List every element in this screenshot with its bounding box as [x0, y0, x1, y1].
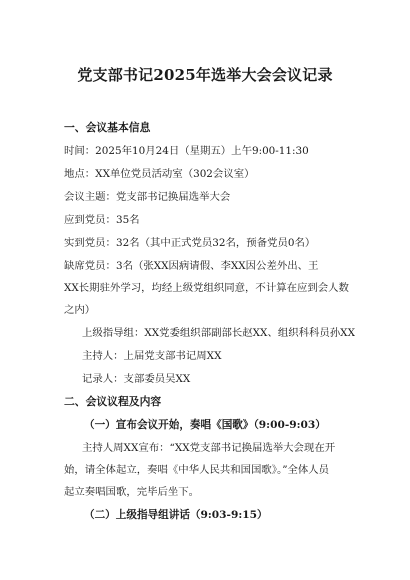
agenda-item-2-heading: （二）上级指导组讲话（9:03-9:15）: [84, 509, 268, 521]
absent-members-line-1: 缺席党员：3名（张XX因病请假、李XX因公差外出、王: [64, 260, 319, 272]
meeting-location: 地点：XX单位党员活动室（302会议室）: [64, 168, 255, 180]
agenda-item-1-line-3: 起立奏唱国歌，完毕后坐下。: [64, 486, 200, 498]
document-title: 党支部书记2025年选举大会会议记录: [77, 66, 333, 84]
agenda-item-1-line-2: 始，请全体起立，奏唱《中华人民共和国国歌》。”全体人员: [64, 464, 330, 476]
section-heading-basic-info: 一、会议基本信息: [64, 121, 151, 134]
supervisor-group: 上级指导组：XX党委组织部副部长赵XX、组织科科员孙XX: [82, 327, 355, 339]
meeting-recorder: 记录人：支部委员吴XX: [82, 373, 191, 385]
agenda-item-1-line-1: 主持人周XX宣布：“XX党支部书记换届选举大会现在开: [82, 442, 336, 454]
section-heading-agenda: 二、会议议程及内容: [64, 395, 162, 408]
meeting-time: 时间：2025年10月24日（星期五）上午9:00-11:30: [64, 145, 309, 157]
meeting-topic: 会议主题：党支部书记换届选举大会: [64, 191, 231, 203]
actual-members: 实到党员：32名（其中正式党员32名，预备党员0名）: [64, 237, 316, 249]
expected-members: 应到党员：35名: [64, 214, 140, 226]
meeting-host: 主持人：上届党支部书记周XX: [82, 350, 222, 362]
absent-members-line-3: 之内）: [64, 304, 96, 316]
absent-members-line-2: XX长期驻外学习，均经上级党组织同意，不计算在应到会人数: [64, 282, 349, 294]
agenda-item-1-heading: （一）宣布会议开始，奏唱《国歌》（9:00-9:03）: [84, 419, 326, 431]
